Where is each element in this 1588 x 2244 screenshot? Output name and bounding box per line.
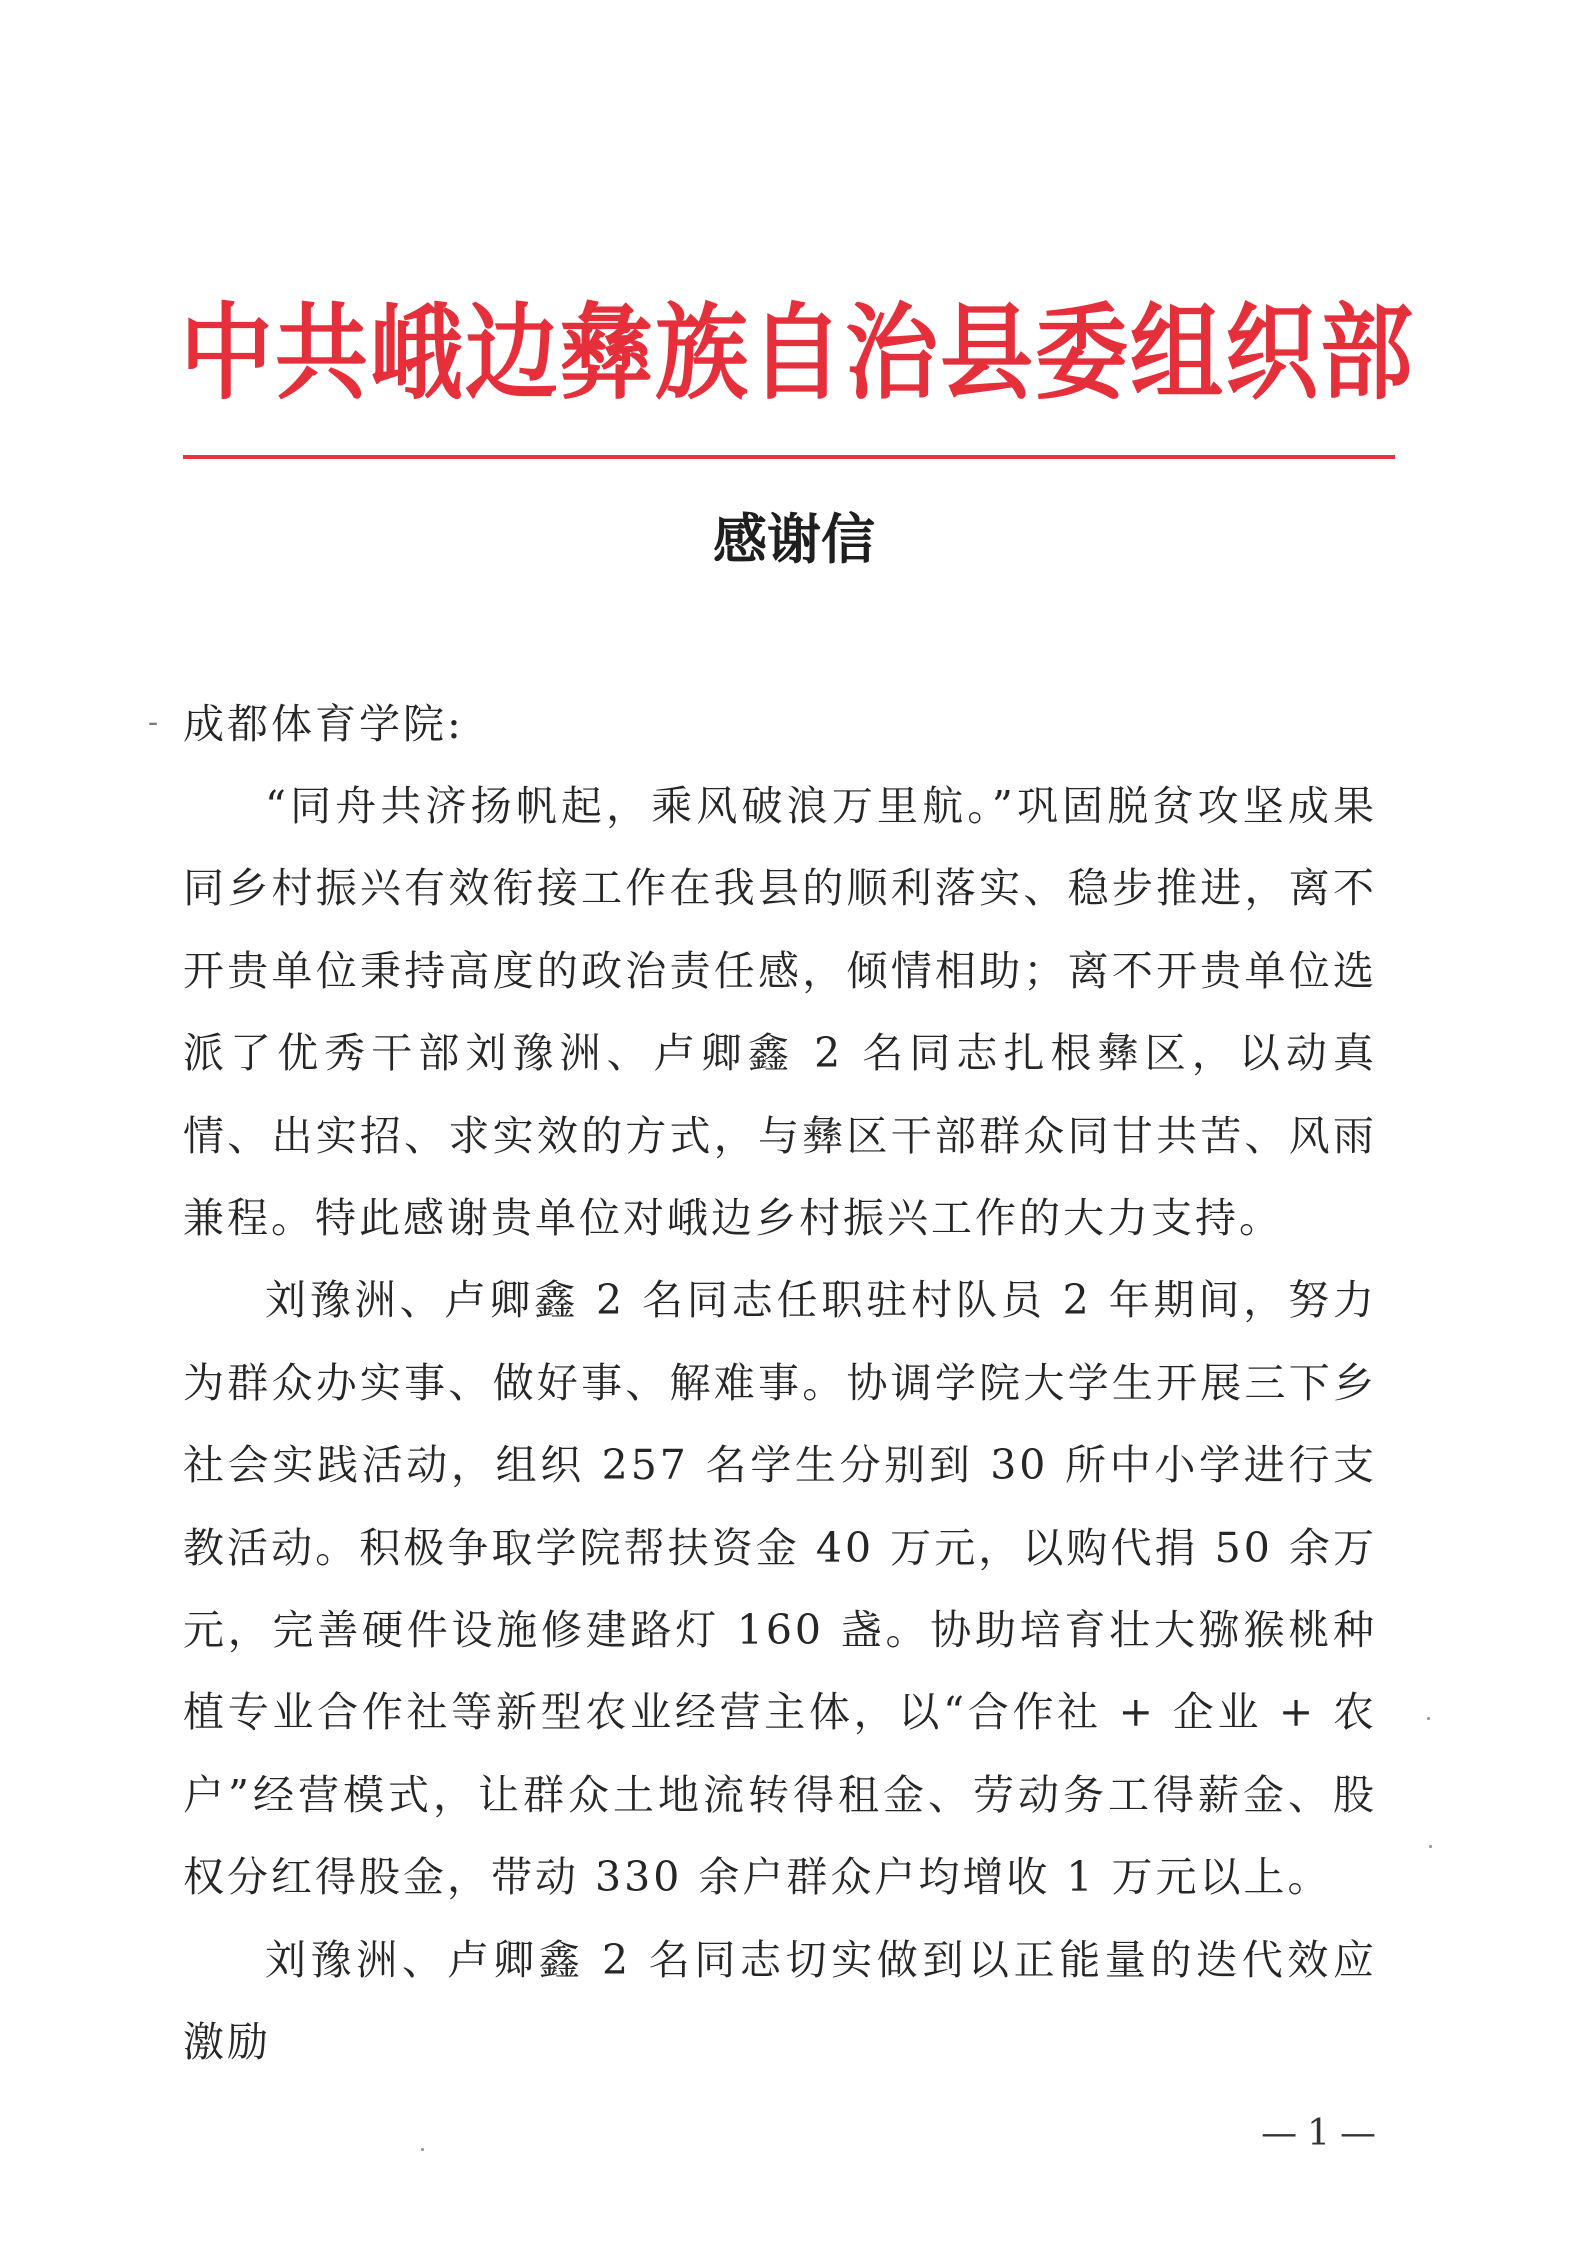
page-footer <box>1261 2110 1376 2158</box>
scan-speck <box>1429 1845 1432 1848</box>
letter-title: 感谢信 <box>713 508 875 571</box>
paragraph-1: “同舟共济扬帆起，乘风破浪万里航。”巩固脱贫攻坚成果同乡村振兴有效衔接工作在我县的顺利落实、稳步推进，离不开贵单位秉持高度的政治责任感，倾情相助；离不开贵单位选派了优秀干部刘豫洲、卢卿鑫 2 名同志扎根彝区，以动真情、出实招、求实效的方式，与彝区干部群众同甘共苦、风雨兼程。特此感谢贵单位对峨边乡村振兴工作的大力支持。 <box>183 782 1377 1243</box>
margin-mark: - <box>148 705 159 740</box>
letter-body <box>183 683 1377 2084</box>
paragraph-2: 刘豫洲、卢卿鑫 2 名同志任职驻村队员 2 年期间，努力为群众办实事、做好事、解难事。协调学院大学生开展三下乡社会实践活动，组织 257 名学生分别到 30 所中小学进行支教活动。积极争取学院帮扶资金 40 万元，以购代捐 50 余万元，完善硬件设施修建路灯 160 盏。协助培育壮大猕猴桃种植专业合作社等新型农业经营主体，以“合作社 + 企业 + 农户”经营模式，让群众土地流转得租金、劳动务工得薪金、股权分红得股金，带动 330 余户群众户均增收 1 万元以上。 <box>183 1276 1377 1902</box>
page-number: 1 <box>1307 2113 1330 2154</box>
paragraph-3: 刘豫洲、卢卿鑫 2 名同志切实做到以正能量的迭代效应激励 <box>183 1935 1377 2067</box>
footer-dash-right: — <box>1340 2113 1376 2154</box>
scan-speck <box>421 2148 424 2151</box>
scan-speck <box>1427 1717 1430 1720</box>
salutation: 成都体育学院: <box>183 700 464 748</box>
issuing-organization-header: 中共峨边彝族自治县委组织部 <box>180 292 1415 414</box>
red-header-rule <box>183 455 1395 459</box>
footer-dash-left: — <box>1261 2113 1298 2154</box>
